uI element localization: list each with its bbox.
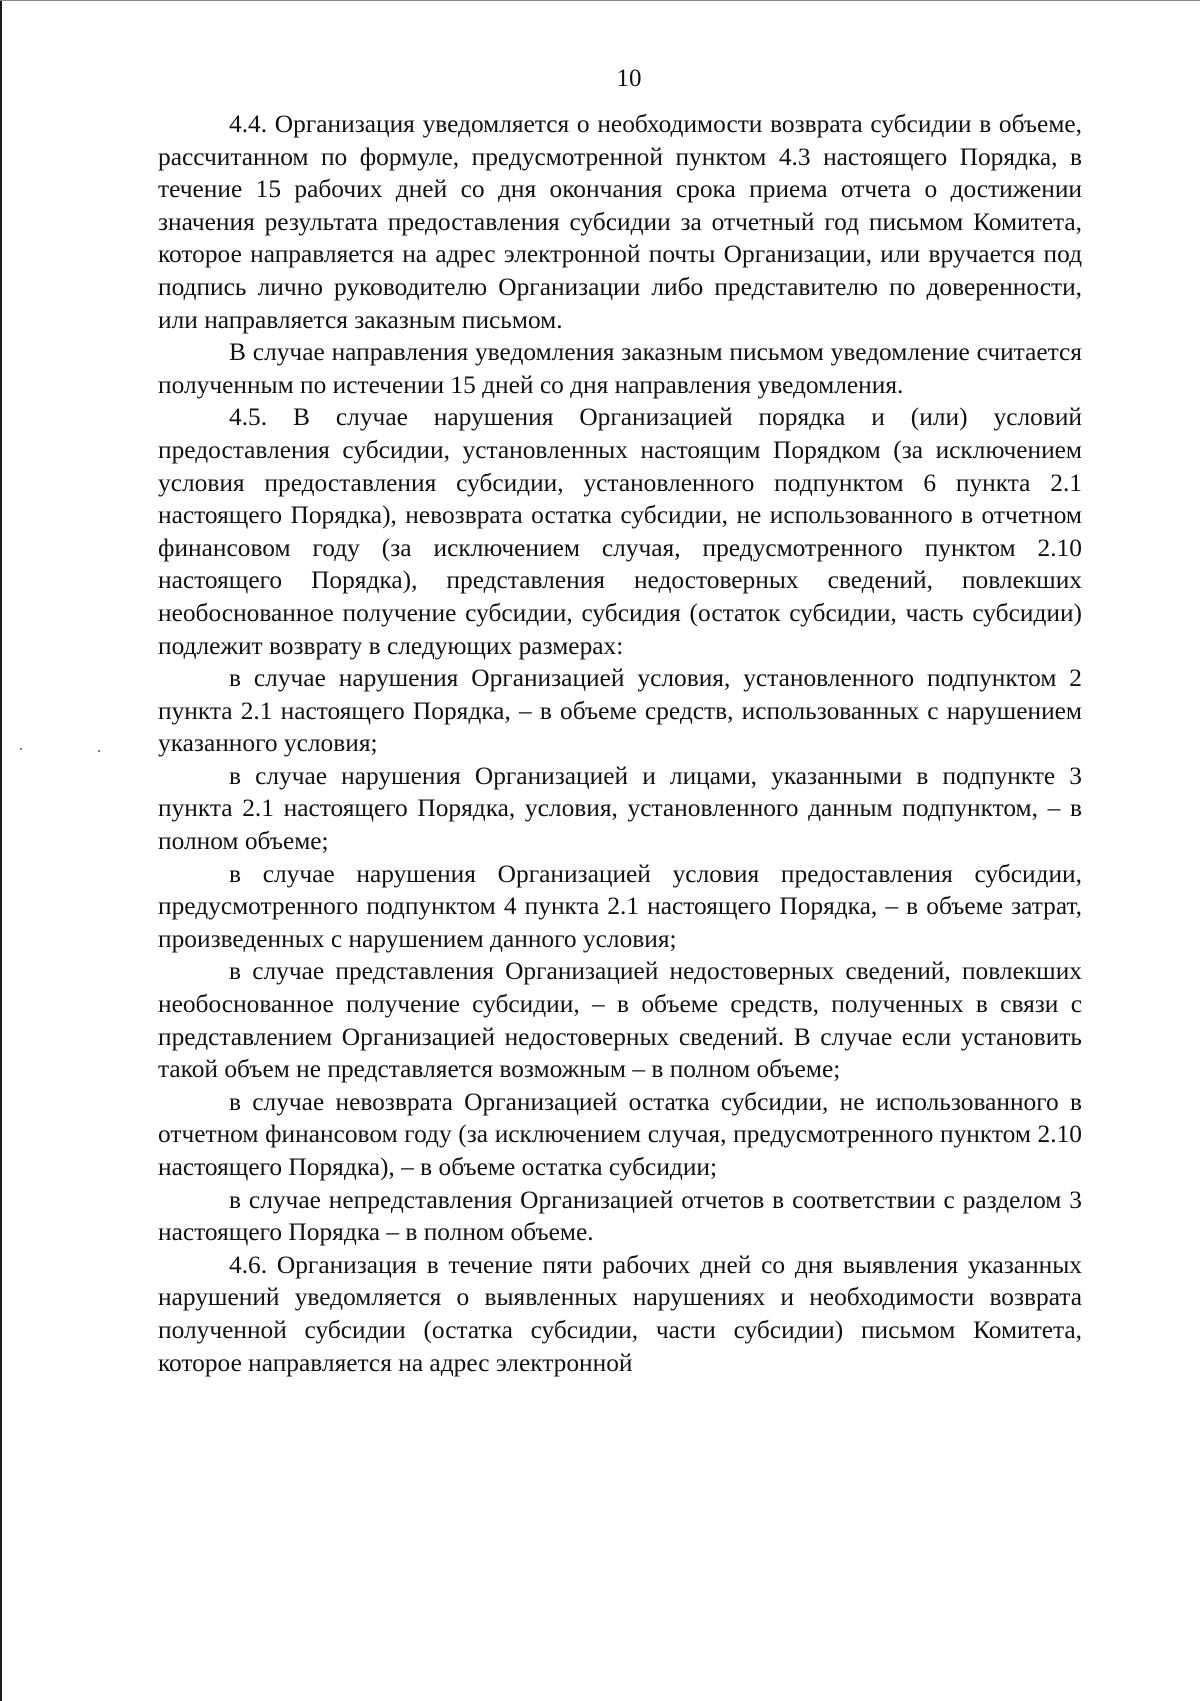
- list-item-condition-3: в случае нарушения Организацией и лицами, указанными в подпункте 3 пункта 2.1 настоящего Порядка, условия, установленного данным подпунктом, – в полном объеме;: [158, 761, 1082, 856]
- list-item-no-reports: в случае непредставления Организацией отчетов в соответствии с разделом 3 настоящего Порядка – в полном объеме.: [158, 1185, 1082, 1247]
- paragraph-4-5: 4.5. В случае нарушения Организацией порядка и (или) условий предоставления субсидии, установленных настоящим Порядком (за исключением условия предоставления субсидии, установленного подпунктом 6 пункта 2.1 настоящего Порядка), невозврата остатка субсидии, не использованного в отчетном финансовом году (за исключением случая, предусмотренного пунктом 2.10 настоящего Порядка), представления недостоверных сведений, повлекших необоснованное получение субсидии, субсидия (остаток субсидии, часть субсидии) подлежит возврату в следующих размерах:: [158, 403, 1082, 660]
- page-number: 10: [616, 65, 642, 92]
- list-item-unreturned-balance: в случае невозврата Организацией остатка субсидии, не использованного в отчетном финансовом году (за исключением случая, предусмотренного пунктом 2.10 настоящего Порядка), – в объеме остатка субсидии;: [158, 1087, 1082, 1181]
- scan-left-edge: [0, 0, 2, 1701]
- list-item-condition-4: в случае нарушения Организацией условия предоставления субсидии, предусмотренного подпунктом 4 пункта 2.1 настоящего Порядка, – в объеме затрат, произведенных с нарушением данного условия;: [158, 859, 1082, 953]
- scan-speck: [98, 750, 100, 752]
- list-item-condition-2: в случае нарушения Организацией условия, установленного подпунктом 2 пункта 2.1 настоящего Порядка, – в объеме средств, использованных с нарушением указанного условия;: [158, 664, 1082, 758]
- scan-top-edge: [0, 0, 1200, 1]
- paragraph-notice-receipt: В случае направления уведомления заказным письмом уведомление считается полученным по истечении 15 дней со дня направления уведомления.: [158, 338, 1082, 399]
- list-item-false-info: в случае представления Организацией недостоверных сведений, повлекших необоснованное получение субсидии, – в объеме средств, полученных в связи с представлением Организацией недостоверных сведений. В случае если установить такой объем не представляется возможным – в полном объеме;: [158, 957, 1082, 1084]
- paragraph-4-4: 4.4. Организация уведомляется о необходимости возврата субсидии в объеме, рассчитанном по формуле, предусмотренной пунктом 4.3 настоящего Порядка, в течение 15 рабочих дней со дня окончания срока приема отчета о достижении значения результата предоставления субсидии за отчетный год письмом Комитета, которое направляется на адрес электронной почты Организации, или вручается под подпись лично руководителю Организации либо представителю по доверенности, или направляется заказным письмом.: [158, 110, 1082, 334]
- scan-speck: [20, 748, 22, 750]
- paragraph-4-6: 4.6. Организация в течение пяти рабочих дней со дня выявления указанных нарушений уведомляется о выявленных нарушениях и необходимости возврата полученной субсидии (остатка субсидии, части субсидии) письмом Комитета, которое направляется на адрес электронной: [158, 1250, 1082, 1377]
- document-body: [158, 108, 1082, 1379]
